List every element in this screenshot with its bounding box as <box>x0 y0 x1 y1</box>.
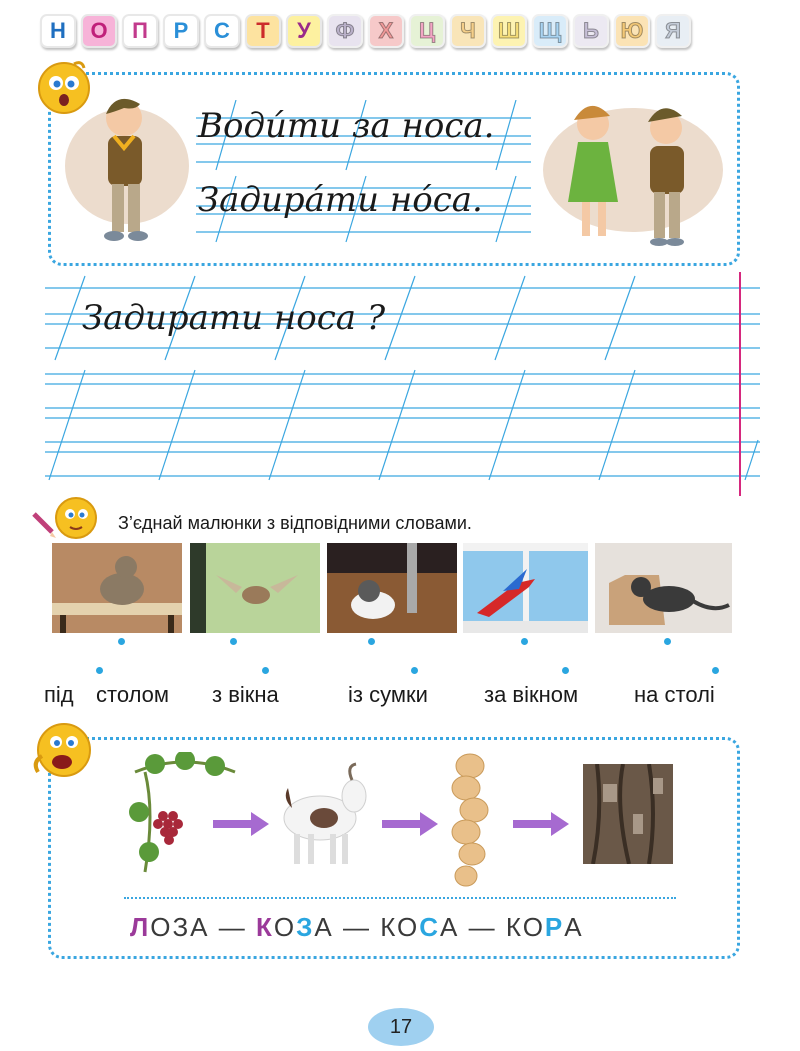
alphabet-tile: Х <box>368 14 404 48</box>
arrow-icon <box>513 812 569 836</box>
alphabet-tile: С <box>204 14 240 48</box>
chain-dash: — <box>459 912 506 942</box>
cat-under-table-photo <box>595 543 732 633</box>
bird-in-window-photo <box>190 543 320 633</box>
photo-dot-5[interactable] <box>664 638 671 645</box>
braid-image <box>440 752 500 892</box>
alphabet-tile: П <box>122 14 158 48</box>
chain-letter-r: Р <box>544 912 565 942</box>
chain-part3: А <box>440 912 460 942</box>
tree-bark-image <box>583 764 673 864</box>
chain-part2: А <box>314 912 334 942</box>
idiom-line-2: Задирáти нóса. <box>198 180 483 220</box>
goat-image <box>270 762 380 872</box>
alphabet-tile: У <box>286 14 322 48</box>
word-dot-2[interactable] <box>262 667 269 674</box>
alphabet-tile: Ю <box>614 14 650 48</box>
alphabet-tile: Н <box>40 14 76 48</box>
photo-dot-1[interactable] <box>118 638 125 645</box>
cat-in-bag-photo <box>327 543 457 633</box>
chain-part2-mid: О <box>273 912 297 942</box>
exercise-sample-text: Задирати носа ? <box>82 298 386 338</box>
chain-letter-z: З <box>296 912 315 942</box>
word-z-vikna: з вікна <box>212 682 279 707</box>
photo-dot-2[interactable] <box>230 638 237 645</box>
word-pid: під <box>44 682 74 707</box>
word-dot-1[interactable] <box>96 667 103 674</box>
boy-illustration <box>62 86 192 256</box>
shouting-emoji-icon <box>32 716 96 780</box>
word-chain <box>130 912 584 943</box>
chain-part1: ОЗА <box>150 912 210 942</box>
word-dot-3[interactable] <box>411 667 418 674</box>
instruction-text: З’єднай малюнки з відповідними словами. <box>118 513 472 533</box>
page-number: 17 <box>368 1008 434 1046</box>
word-stolom: столом <box>96 682 170 707</box>
alphabet-tile: Ч <box>450 14 486 48</box>
arrow-icon <box>382 812 438 836</box>
cat-on-table-photo <box>52 543 182 633</box>
chain-part4: А <box>564 912 584 942</box>
chain-letter-l: Л <box>130 912 151 942</box>
girl-and-boy-illustration <box>538 92 728 252</box>
chain-divider <box>124 897 676 899</box>
chain-letter-k: К <box>255 912 274 942</box>
chain-letter-s: С <box>419 912 441 942</box>
alphabet-tile: Ш <box>491 14 527 48</box>
chain-part3-a: КО <box>380 912 420 942</box>
word-dot-4[interactable] <box>562 667 569 674</box>
photo-dot-4[interactable] <box>521 638 528 645</box>
parrot-window-photo <box>463 543 588 633</box>
alphabet-tile: Р <box>163 14 199 48</box>
word-iz-sumky: із сумки <box>348 682 428 707</box>
alphabet-tile: О <box>81 14 117 48</box>
alphabet-tile: Т <box>245 14 281 48</box>
alphabet-tile: Я <box>655 14 691 48</box>
arrow-icon <box>213 812 269 836</box>
photo-dot-3[interactable] <box>368 638 375 645</box>
alphabet-tile: Ц <box>409 14 445 48</box>
chain-dash: — <box>209 912 256 942</box>
word-dot-5[interactable] <box>712 667 719 674</box>
alphabet-tile: Ф <box>327 14 363 48</box>
word-za-vikno: за вікном <box>484 682 579 707</box>
word-na-stoli: на столі <box>634 682 715 707</box>
pencil-emoji-icon <box>30 494 106 546</box>
chain-part4-a: КО <box>505 912 545 942</box>
alphabet-tile: Щ <box>532 14 568 48</box>
alphabet-strip <box>40 14 691 48</box>
idiom-line-1: Водúти за носа. <box>198 106 495 146</box>
chain-dash: — <box>333 912 381 942</box>
alphabet-tile: Ь <box>573 14 609 48</box>
